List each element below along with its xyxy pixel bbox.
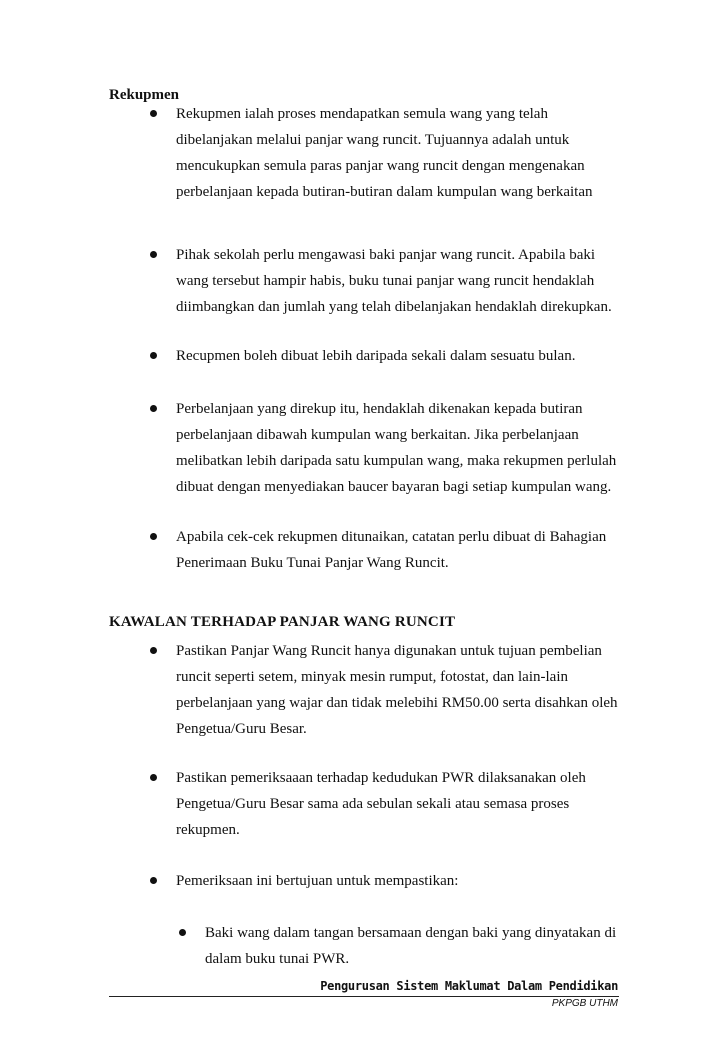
text-line: Pengetua/Guru Besar.: [176, 721, 307, 737]
text-line: rekupmen.: [176, 822, 240, 838]
text-line: runcit seperti setem, minyak mesin rumput, fotostat, dan lain-lain: [176, 669, 568, 685]
text-line: Recupmen boleh dibuat lebih daripada sekali dalam sesuatu bulan.: [176, 348, 576, 364]
section-heading-rekupmen: Rekupmen: [109, 87, 180, 103]
bullet-usage-limit: [176, 638, 616, 742]
text-line: Apabila cek-cek rekupmen ditunaikan, catatan perlu dibuat di Bahagian: [176, 529, 607, 545]
bullet-rekupmen-definition: [176, 101, 616, 205]
text-line: Perbelanjaan yang direkup itu, hendaklah dikenakan kepada butiran: [176, 401, 583, 417]
text-line: wang tersebut hampir habis, buku tunai panjar wang runcit hendaklah: [176, 273, 595, 289]
text-line: melibatkan lebih daripada satu kumpulan wang, maka rekupmen perlulah: [176, 453, 617, 469]
text-line: Pemeriksaan ini bertujuan untuk mempastikan:: [176, 873, 459, 889]
bullet-dot-icon: [179, 929, 186, 936]
bullet-inspection: [176, 765, 616, 843]
bullet-dot-icon: [150, 251, 157, 258]
text-line: mencukupkan semula paras panjar wang runcit dengan mengenakan: [176, 158, 585, 174]
bullet-dot-icon: [150, 774, 157, 781]
text-line: Pastikan pemeriksaaan terhadap kedudukan PWR dilaksanakan oleh: [176, 770, 586, 786]
bullet-dot-icon: [150, 647, 157, 654]
bullet-monitor-balance: [176, 242, 616, 320]
text-line: Pihak sekolah perlu mengawasi baki panjar wang runcit. Apabila baki: [176, 247, 596, 263]
footer-title: Pengurusan Sistem Maklumat Dalam Pendidikan: [320, 979, 618, 993]
text-line: Pastikan Panjar Wang Runcit hanya digunakan untuk tujuan pembelian: [176, 643, 602, 659]
sub-bullet-cash-balance: [205, 920, 616, 972]
text-line: dibuat dengan menyediakan baucer bayaran bagi setiap kumpulan wang.: [176, 479, 612, 495]
bullet-recoup-frequency: [176, 343, 616, 369]
text-line: perbelanjaan yang wajar dan tidak melebihi RM50.00 serta disahkan oleh: [176, 695, 618, 711]
text-line: perbelanjaan kepada butiran-butiran dalam kumpulan wang berkaitan: [176, 184, 593, 200]
text-line: diimbangkan dan jumlah yang telah dibelanjakan hendaklah direkupkan.: [176, 299, 612, 315]
bullet-expense-allocation: [176, 396, 616, 500]
text-line: Baki wang dalam tangan bersamaan dengan baki yang dinyatakan di: [205, 925, 617, 941]
bullet-dot-icon: [150, 533, 157, 540]
bullet-dot-icon: [150, 352, 157, 359]
bullet-cheque-record: [176, 524, 616, 576]
bullet-dot-icon: [150, 110, 157, 117]
text-line: dibelanjakan melalui panjar wang runcit. Tujuannya adalah untuk: [176, 132, 570, 148]
bullet-dot-icon: [150, 405, 157, 412]
section-heading-kawalan: KAWALAN TERHADAP PANJAR WANG RUNCIT: [109, 614, 456, 630]
text-line: dalam buku tunai PWR.: [205, 951, 350, 967]
bullet-dot-icon: [150, 877, 157, 884]
text-line: perbelanjaan dibawah kumpulan wang berkaitan. Jika perbelanjaan: [176, 427, 579, 443]
text-line: Pengetua/Guru Besar sama ada sebulan sekali atau semasa proses: [176, 796, 570, 812]
footer-subtitle: PKPGB UTHM: [551, 998, 618, 1009]
text-line: Penerimaan Buku Tunai Panjar Wang Runcit.: [176, 555, 449, 571]
bullet-inspection-purpose: [176, 868, 616, 894]
text-line: Rekupmen ialah proses mendapatkan semula wang yang telah: [176, 106, 548, 122]
footer-divider: [109, 996, 619, 997]
